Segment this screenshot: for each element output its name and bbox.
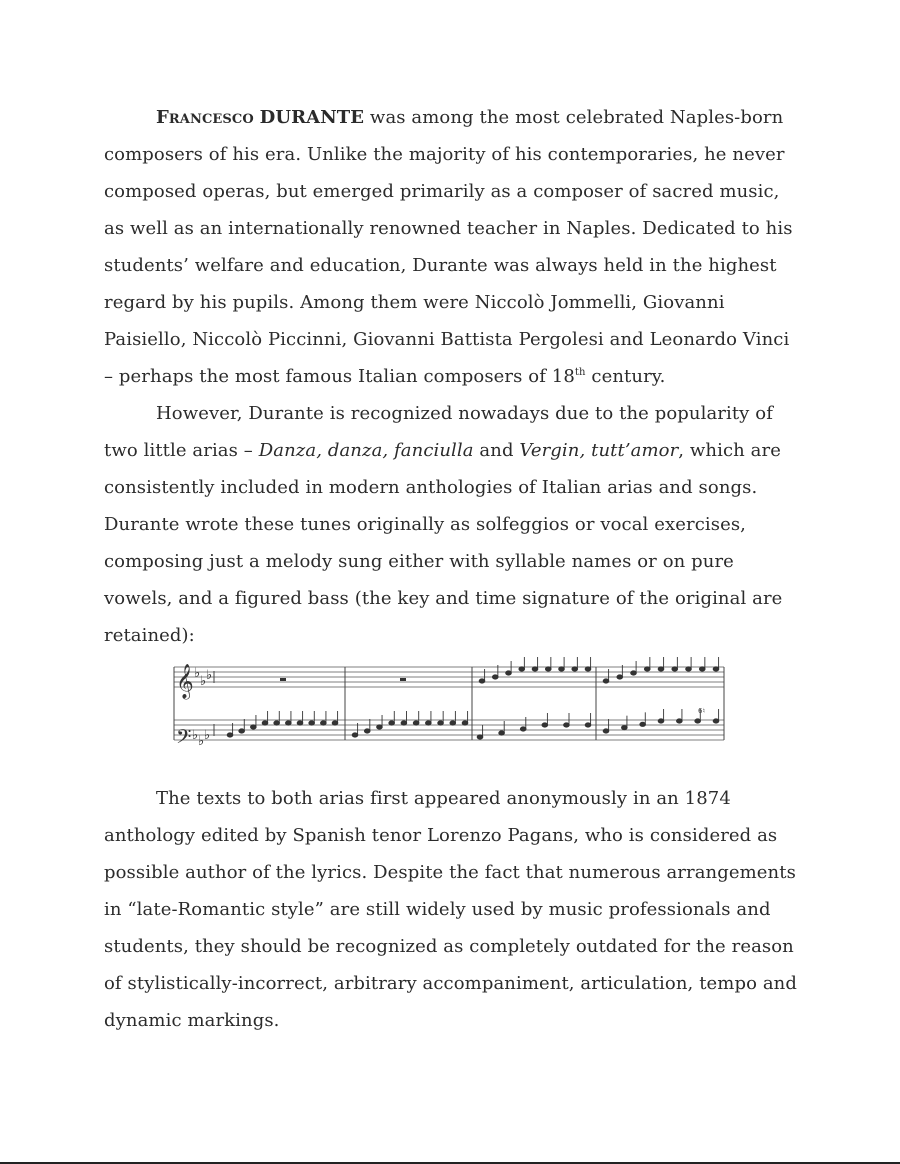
composer-first-name: Francesco <box>156 107 254 128</box>
note-head-icon <box>585 723 591 727</box>
note-head-icon <box>640 722 646 726</box>
note-head-icon <box>413 721 419 725</box>
main-text <box>104 99 804 654</box>
note-head-icon <box>352 733 358 737</box>
note-head-icon <box>364 729 370 733</box>
note-head-icon <box>603 679 609 683</box>
note-head-icon <box>603 729 609 733</box>
note-head-icon <box>401 721 407 725</box>
note-head-icon <box>585 667 591 671</box>
note-head-icon <box>677 719 683 723</box>
note-head-icon <box>699 667 705 671</box>
note-head-icon <box>239 729 245 733</box>
note-head-icon <box>389 721 395 725</box>
note-head-icon <box>479 679 485 683</box>
note-head-icon <box>617 675 623 679</box>
bass-flat-icon: ♭ <box>198 734 205 749</box>
note-head-icon <box>499 731 505 735</box>
note-head-icon <box>492 675 498 679</box>
note-head-icon <box>658 719 664 723</box>
bass-clef-icon: 𝄢 <box>176 725 192 752</box>
bass-flat-icon: ♭ <box>204 728 211 743</box>
note-head-icon <box>438 721 444 725</box>
composer-last-name: DURANTE <box>259 107 365 128</box>
note-head-icon <box>686 667 692 671</box>
note-head-icon <box>695 719 701 723</box>
note-head-icon <box>713 667 719 671</box>
note-head-icon <box>520 727 526 731</box>
note-head-icon <box>262 721 268 725</box>
aria-title-danza: Danza, danza, fanciulla <box>258 440 474 461</box>
note-head-icon <box>274 721 280 725</box>
treble-clef-icon: 𝄞 <box>176 664 194 699</box>
note-head-icon <box>450 721 456 725</box>
note-head-icon <box>572 667 578 671</box>
note-head-icon <box>713 719 719 723</box>
note-head-icon <box>377 725 383 729</box>
note-head-icon <box>251 725 257 729</box>
note-head-icon <box>309 721 315 725</box>
music-score <box>170 657 730 752</box>
intro-text-end: century. <box>585 366 666 387</box>
note-head-icon <box>559 667 565 671</box>
note-head-icon <box>462 721 468 725</box>
note-head-icon <box>631 671 637 675</box>
figured-bass-label: 6♮ <box>698 707 705 715</box>
bass-flat-icon: ♭ <box>192 728 199 743</box>
note-head-icon <box>542 723 548 727</box>
note-head-icon <box>564 723 570 727</box>
arias-paragraph <box>104 395 804 654</box>
note-head-icon <box>332 721 338 725</box>
arias-text-a: However, Durante is recognized nowadays due to the popularity of two little arias – <box>104 403 773 461</box>
note-head-icon <box>426 721 432 725</box>
intro-paragraph <box>104 99 804 395</box>
note-head-icon <box>297 721 303 725</box>
treble-flat-icon: ♭ <box>194 666 201 681</box>
texts-paragraph: The texts to both arias first appeared anonymously in an 1874 anthology edited by Spanish tenor Lorenzo Pagans, who is considered as possible author of the lyrics. Despite the fact that numerous arrangements in “late-Romantic style” are still widely used by music professionals and students, they should be recognized as completely outdated for the reason of stylistically-incorrect, arbitrary accompaniment, articulation, tempo and dynamic markings. <box>104 788 797 1031</box>
aria-title-vergin: Vergin, tutt’amor <box>519 440 679 461</box>
note-head-icon <box>321 721 327 725</box>
closing-text <box>104 780 804 1039</box>
note-head-icon <box>519 667 525 671</box>
whole-rest-icon <box>400 678 406 681</box>
note-head-icon <box>658 667 664 671</box>
note-head-icon <box>672 667 678 671</box>
note-head-icon <box>622 726 628 730</box>
note-head-icon <box>644 667 650 671</box>
treble-flat-icon: ♭ <box>200 674 207 689</box>
note-head-icon <box>227 733 233 737</box>
arias-text-b: and <box>473 440 520 461</box>
whole-rest-icon <box>280 678 286 681</box>
note-head-icon <box>506 671 512 675</box>
note-head-icon <box>286 721 292 725</box>
ordinal-suffix: th <box>574 367 586 378</box>
arias-text-c: , which are consistently included in modern anthologies of Italian arias and songs. Durante wrote these tunes originally as solfeggios or vocal exercises, composing just a melody sung either with syllable names or on pure vowels, and a figured bass (the key and time signature of the original are retained): <box>104 440 783 646</box>
note-head-icon <box>545 667 551 671</box>
note-head-icon <box>532 667 538 671</box>
intro-text: was among the most celebrated Naples-born composers of his era. Unlike the majority of his contemporaries, he never composed operas, but emerged primarily as a composer of sacred music, as well as an internationally renowned teacher in Naples. Dedicated to his students’ welfare and education, Durante was always held in the highest regard by his pupils. Among them were Niccolò Jommelli, Giovanni Paisiello, Niccolò Piccinni, Giovanni Battista Pergolesi and Leonardo Vinci – perhaps the most famous Italian composers of 18 <box>104 107 793 387</box>
treble-flat-icon: ♭ <box>206 668 213 683</box>
music-example <box>170 657 730 752</box>
note-head-icon <box>477 735 483 739</box>
